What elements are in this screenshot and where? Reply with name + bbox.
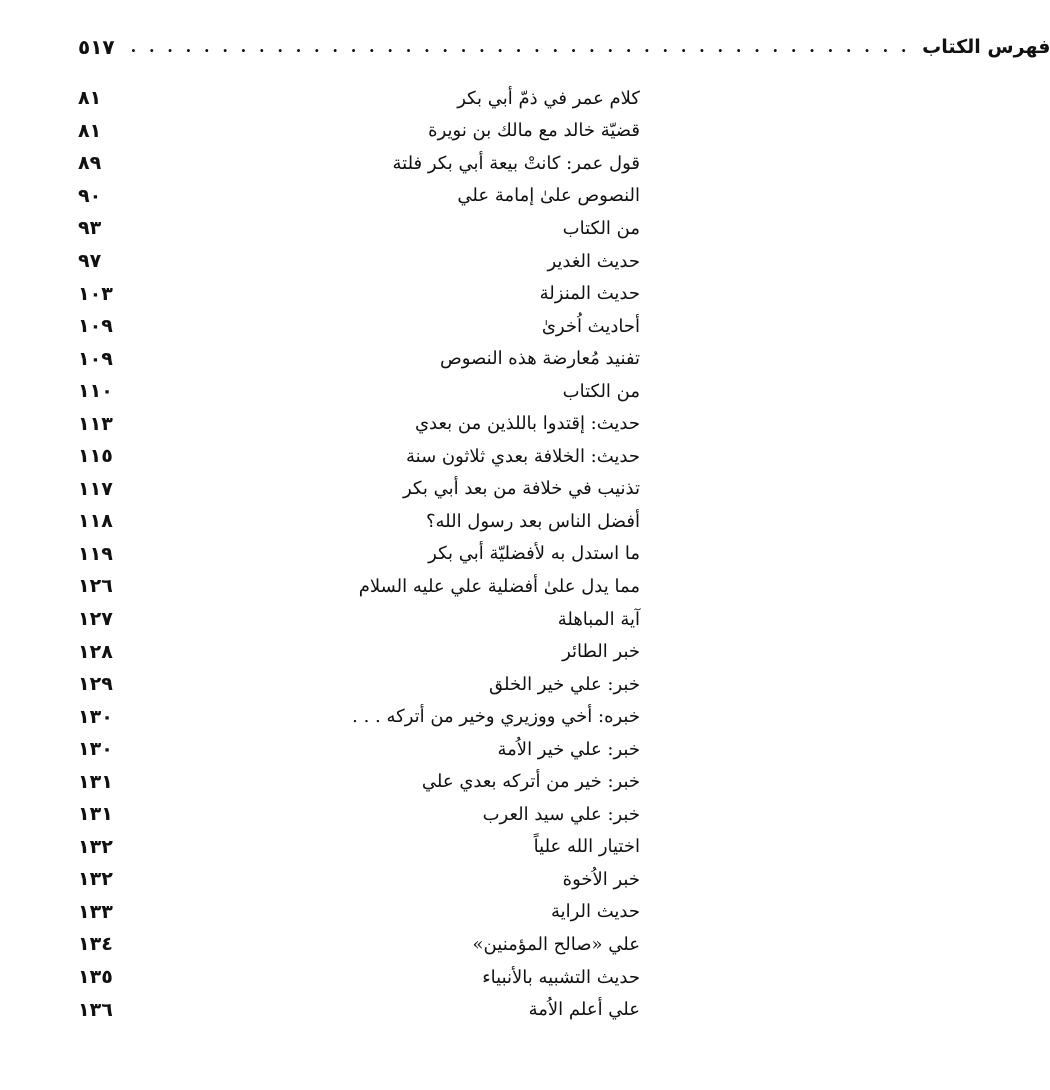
entry-title: خبر الطائر bbox=[562, 641, 640, 663]
entry-page-number: ١٣٥ bbox=[78, 966, 113, 989]
entry-page-number: ٨١ bbox=[78, 87, 102, 110]
entry-page-number: ١٣٤ bbox=[78, 933, 113, 956]
index-entry bbox=[78, 473, 640, 506]
index-entry bbox=[78, 147, 640, 180]
entry-title: علي أعلم الاُمة bbox=[528, 999, 640, 1021]
entry-page-number: ١١٥ bbox=[78, 445, 113, 468]
index-entry bbox=[78, 831, 640, 864]
entry-title: من الكتاب bbox=[562, 380, 640, 402]
index-entry bbox=[78, 245, 640, 278]
entry-page-number: ١٠٩ bbox=[78, 315, 113, 338]
entry-page-number: ٨١ bbox=[78, 119, 102, 142]
entry-page-number: ١٢٦ bbox=[78, 575, 113, 598]
entry-title: حديث: إقتدوا باللذين من بعدي bbox=[414, 413, 640, 435]
entry-title: حديث التشبيه بالأنبياء bbox=[482, 966, 640, 988]
entry-page-number: ١٠٩ bbox=[78, 347, 113, 370]
index-entry bbox=[78, 993, 640, 1026]
entry-title: تذنيب في خلافة من بعد أبي بكر bbox=[402, 478, 640, 500]
entry-page-number: ١١٩ bbox=[78, 542, 113, 565]
entry-page-number: ١١٧ bbox=[78, 477, 113, 500]
entry-title: خبر: علي خير الاُمة bbox=[497, 738, 640, 760]
entry-title: تفنيد مُعارضة هذه النصوص bbox=[440, 348, 640, 370]
index-entry bbox=[78, 798, 640, 831]
entry-title: أحاديث اُخرىٰ bbox=[541, 315, 640, 337]
index-entry bbox=[78, 277, 640, 310]
entry-page-number: ١٢٩ bbox=[78, 673, 113, 696]
header-title: فهرس الكتاب bbox=[922, 36, 1050, 58]
entry-page-number: ١٣٠ bbox=[78, 738, 113, 761]
index-entry bbox=[78, 180, 640, 213]
entry-page-number: ٨٩ bbox=[78, 152, 102, 175]
entry-page-number: ١٣٣ bbox=[78, 900, 113, 923]
index-entry bbox=[78, 82, 640, 115]
index-entry bbox=[78, 375, 640, 408]
entry-title: ما استدل به لأفضليّة أبي بكر bbox=[428, 543, 640, 565]
entry-title: علي «صالح المؤمنين» bbox=[472, 933, 640, 955]
entry-page-number: ١٢٧ bbox=[78, 608, 113, 631]
entry-page-number: ١٢٨ bbox=[78, 640, 113, 663]
index-entry bbox=[78, 668, 640, 701]
index-entries bbox=[78, 82, 640, 1026]
entry-title: اختيار الله علياً bbox=[533, 836, 640, 858]
entry-page-number: ١٣١ bbox=[78, 803, 113, 826]
entry-page-number: ١٣٠ bbox=[78, 705, 113, 728]
entry-title: حديث المنزلة bbox=[539, 283, 640, 305]
index-entry bbox=[78, 765, 640, 798]
entry-page-number: ٩٧ bbox=[78, 250, 102, 272]
index-entry bbox=[78, 342, 640, 375]
index-entry bbox=[78, 538, 640, 571]
entry-title: قول عمر: كانتْ بيعة أبي بكر فلتة bbox=[392, 152, 640, 174]
index-entry bbox=[78, 115, 640, 148]
entry-title: آية المباهلة bbox=[557, 608, 640, 630]
entry-title: خبر: خير من أتركه بعدي علي bbox=[421, 771, 640, 793]
entry-page-number: ١٣١ bbox=[78, 770, 113, 793]
entry-title: كلام عمر في ذمّ أبي بكر bbox=[457, 87, 640, 109]
entry-title: النصوص علىٰ إمامة علي bbox=[457, 185, 640, 207]
entry-page-number: ١١٨ bbox=[78, 510, 113, 533]
entry-page-number: ١٣٦ bbox=[78, 998, 113, 1021]
entry-page-number: ٩٠ bbox=[78, 184, 102, 207]
index-entry bbox=[78, 700, 640, 733]
entry-title: حديث: الخلافة بعدي ثلاثون سنة bbox=[406, 445, 640, 467]
entry-title: حديث الراية bbox=[550, 901, 640, 923]
entry-title: حديث الغدير bbox=[547, 250, 640, 272]
index-entry bbox=[78, 928, 640, 961]
index-entry bbox=[78, 635, 640, 668]
entry-page-number: ١٣٢ bbox=[78, 835, 113, 858]
entry-page-number: ١٣٢ bbox=[78, 868, 113, 891]
entry-title: مما يدل علىٰ أفضلية علي عليه السلام bbox=[358, 575, 640, 597]
header-page-number: ٥١٧ bbox=[78, 35, 115, 59]
index-entry bbox=[78, 505, 640, 538]
index-entry bbox=[78, 961, 640, 994]
header-leader-dots: . . . . . . . . . . . . . . . . . . . . . . . . . . . . . . . . . . . . . . . . . . . bbox=[130, 37, 911, 56]
index-entry bbox=[78, 407, 640, 440]
entry-page-number: ١١٣ bbox=[78, 412, 113, 435]
entry-title: خبر: علي خير الخلق bbox=[489, 673, 640, 695]
running-header bbox=[78, 30, 1050, 64]
entry-title: خبره: أخي ووزيري وخير من أتركه . . . bbox=[352, 706, 640, 728]
entry-page-number: ٩٣ bbox=[78, 217, 102, 240]
entry-page-number: ١٠٣ bbox=[78, 282, 113, 305]
index-entry bbox=[78, 896, 640, 929]
index-entry bbox=[78, 733, 640, 766]
index-entry bbox=[78, 440, 640, 473]
index-entry bbox=[78, 603, 640, 636]
entry-title: من الكتاب bbox=[562, 217, 640, 239]
index-entry bbox=[78, 863, 640, 896]
index-entry bbox=[78, 212, 640, 245]
entry-title: خبر: علي سيد العرب bbox=[482, 803, 640, 825]
entry-title: أفضل الناس بعد رسول الله؟ bbox=[425, 510, 640, 532]
entry-title: خبر الاُخوة bbox=[562, 868, 640, 890]
entry-page-number: ١١٠ bbox=[78, 380, 113, 403]
index-entry bbox=[78, 310, 640, 343]
entry-title: قضيّة خالد مع مالك بن نويرة bbox=[428, 120, 640, 142]
index-entry bbox=[78, 570, 640, 603]
